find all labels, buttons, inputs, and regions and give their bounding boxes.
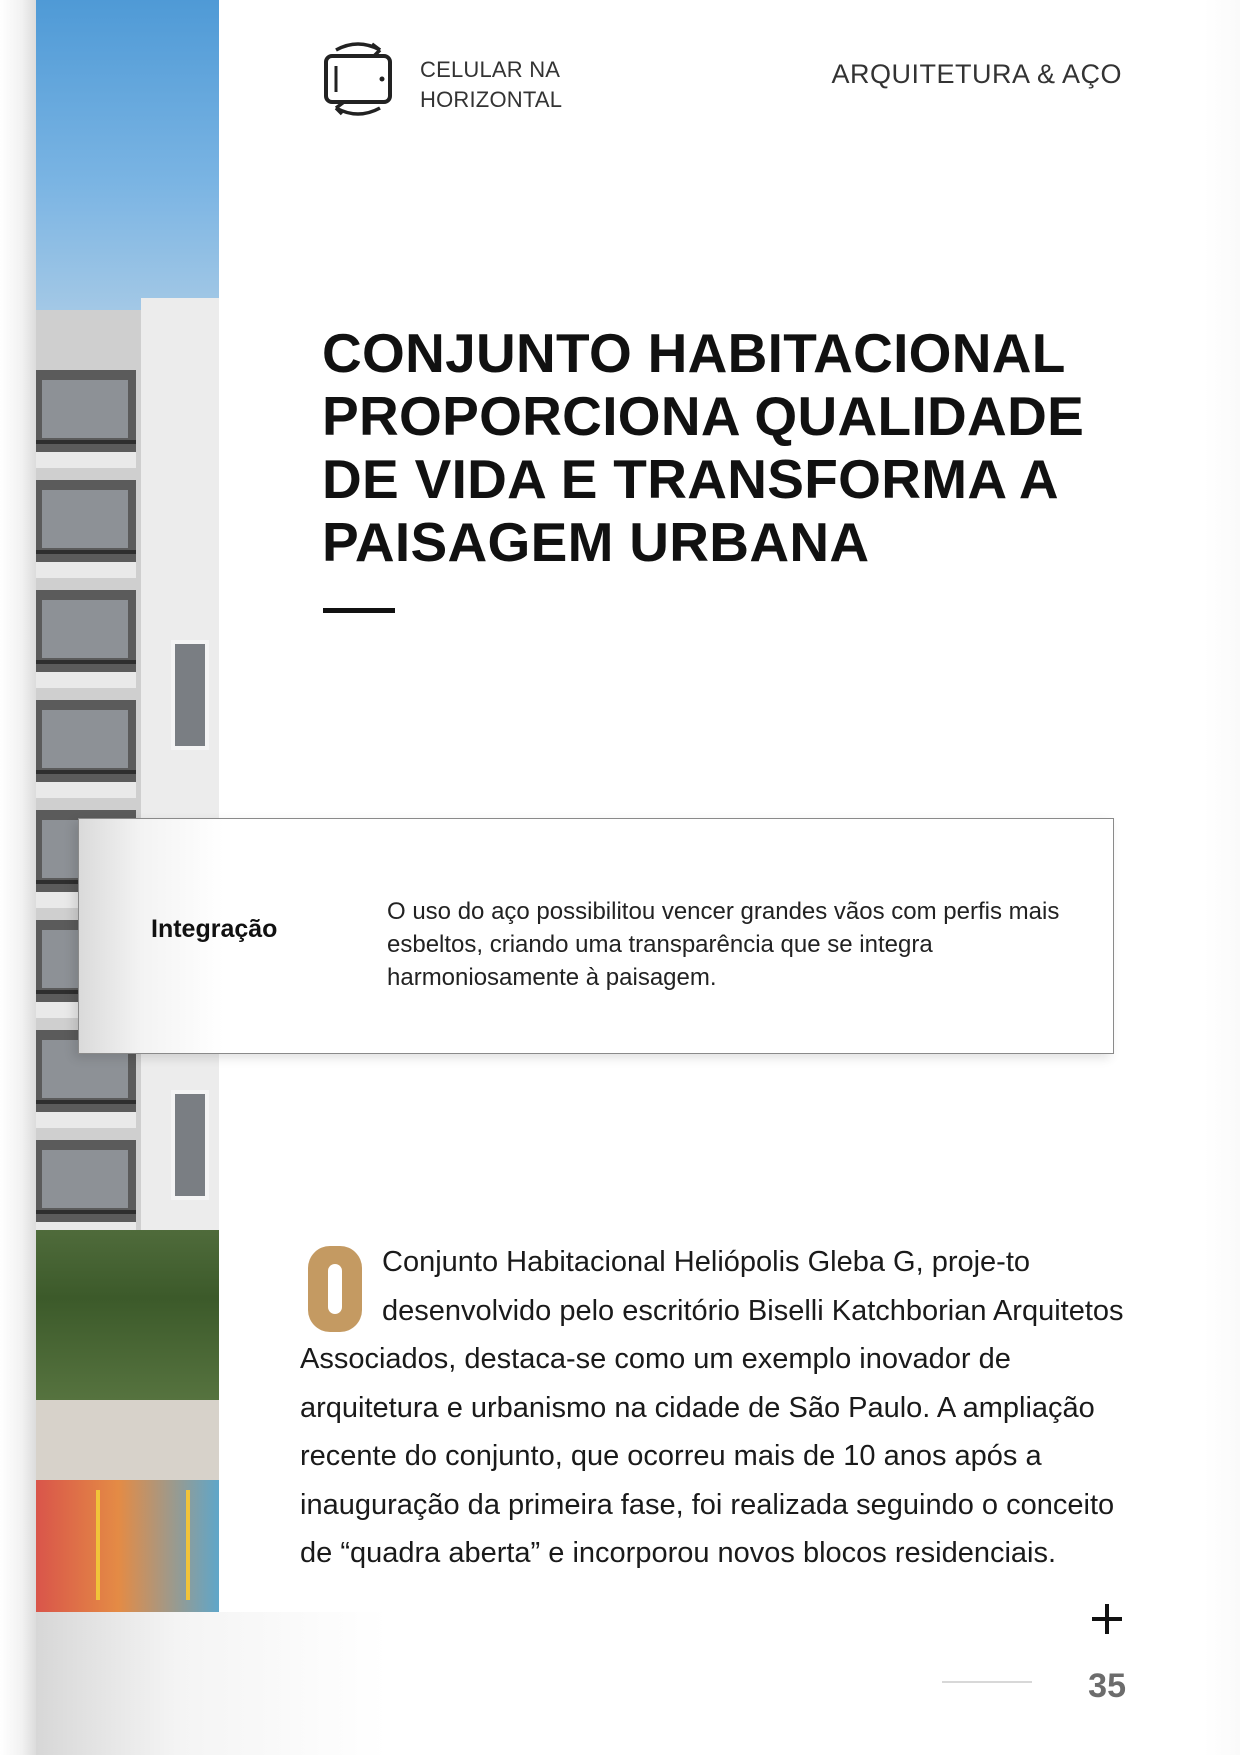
balcony xyxy=(36,700,136,798)
photo-greenery xyxy=(36,1230,219,1400)
article-body xyxy=(300,1238,1124,1578)
photo-playground xyxy=(36,1480,219,1612)
tower-window xyxy=(171,640,209,750)
swing-post xyxy=(186,1490,190,1600)
tower-window xyxy=(171,1090,209,1200)
article-title: CONJUNTO HABITACIONAL PROPORCIONA QUALIDADE DE VIDA E TRANSFORMA A PAISAGEM URBANA xyxy=(322,322,1085,573)
drop-cap xyxy=(308,1246,362,1332)
balcony xyxy=(36,370,136,468)
page-bottom-shade xyxy=(36,1612,1206,1755)
phone-rotate-icon xyxy=(322,36,394,122)
title-divider xyxy=(323,608,395,613)
plus-icon[interactable] xyxy=(1092,1604,1122,1634)
rotate-hint xyxy=(420,55,562,115)
balcony xyxy=(36,480,136,578)
balcony xyxy=(36,590,136,688)
photo-wall xyxy=(36,1400,219,1480)
footer-divider xyxy=(942,1681,1032,1683)
page-edge xyxy=(1204,0,1240,1755)
article-body-text: Conjunto Habitacional Heliópolis Gleba G, proje-to desenvolvido pelo escritório Biselli Katchborian Arquitetos Associados, destaca-se como um exemplo inovador de arquitetura e urbanismo na cidade de São Paulo. A ampliação recente do conjunto, que ocorreu mais de 10 anos após a inauguração da primeira fase, foi realizada seguindo o conceito de “quadra aberta” e incorporou novos blocos residenciais. xyxy=(300,1246,1124,1569)
rotate-hint-line2: HORIZONTAL xyxy=(420,87,563,112)
rotate-hint-line1: CELULAR NA xyxy=(420,57,561,82)
building-photo xyxy=(36,0,219,1612)
balcony xyxy=(36,1140,136,1238)
page-number: 35 xyxy=(1088,1667,1126,1705)
callout-text: O uso do aço possibilitou vencer grandes vãos com perfis mais esbeltos, criando uma transparência que se integra harmoniosamente à paisagem. xyxy=(387,898,1060,991)
swing-post xyxy=(96,1490,100,1600)
drop-cap-letter xyxy=(308,1246,309,1247)
photo-sky xyxy=(36,0,219,330)
callout-label: Integração xyxy=(151,915,278,943)
building-balconies xyxy=(36,310,141,1260)
binding-shadow xyxy=(0,0,36,1755)
callout-box xyxy=(78,818,1114,1054)
section-name: ARQUITETURA & AÇO xyxy=(831,59,1122,89)
